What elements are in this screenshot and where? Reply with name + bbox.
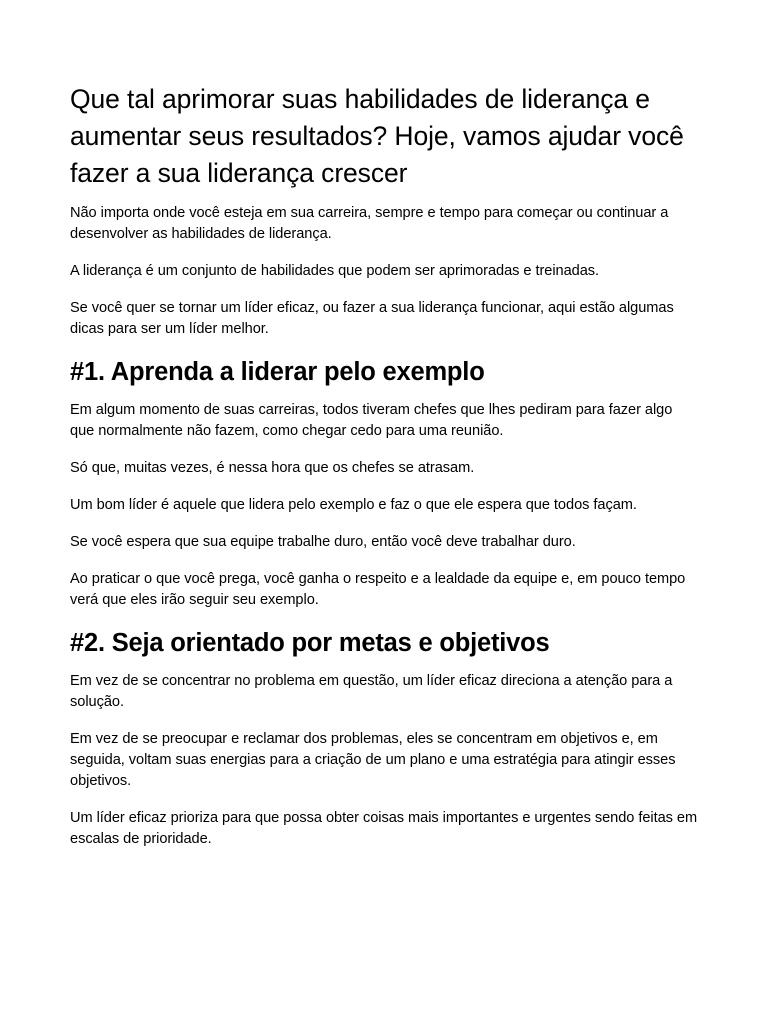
- section-lead-by-example: [70, 356, 698, 611]
- section-paragraph: Um líder eficaz prioriza para que possa obter coisas mais importantes e urgentes sendo feitas em escalas de prioridade.: [70, 810, 698, 847]
- section-paragraph: Só que, muitas vezes, é nessa hora que os chefes se atrasam.: [70, 460, 475, 476]
- intro-paragraph: Se você quer se tornar um líder eficaz, ou fazer a sua liderança funcionar, aqui estão algumas dicas para ser um líder melhor.: [70, 300, 674, 337]
- section-paragraph: Um bom líder é aquele que lidera pelo exemplo e faz o que ele espera que todos façam.: [70, 497, 637, 513]
- intro-paragraph: Não importa onde você esteja em sua carreira, sempre e tempo para começar ou continuar a desenvolver as habilidades de liderança.: [70, 205, 669, 242]
- section-paragraph: Em algum momento de suas carreiras, todos tiveram chefes que lhes pediram para fazer algo que normalmente não fazem, como chegar cedo para uma reunião.: [70, 402, 673, 439]
- section-goal-oriented: [70, 627, 698, 850]
- section-heading: #1. Aprenda a liderar pelo exemplo: [70, 358, 485, 386]
- section-paragraph: Em vez de se preocupar e reclamar dos problemas, eles se concentram em objetivos e, em seguida, voltam suas energias para a criação de um plano e uma estratégia para atingir esses objetivos.: [70, 731, 676, 789]
- section-paragraph: Em vez de se concentrar no problema em questão, um líder eficaz direciona a atenção para a solução.: [70, 673, 673, 710]
- section-heading: #2. Seja orientado por metas e objetivos: [70, 629, 550, 657]
- document-page: [70, 81, 698, 866]
- intro-paragraph: A liderança é um conjunto de habilidades que podem ser aprimoradas e treinadas.: [70, 263, 600, 279]
- document-title: Que tal aprimorar suas habilidades de liderança e aumentar seus resultados? Hoje, vamos ajudar você fazer a sua liderança crescer: [70, 84, 684, 188]
- section-paragraph: Ao praticar o que você prega, você ganha o respeito e a lealdade da equipe e, em pouco tempo verá que eles irão seguir seu exemplo.: [70, 571, 686, 608]
- section-paragraph: Se você espera que sua equipe trabalhe duro, então você deve trabalhar duro.: [70, 534, 576, 550]
